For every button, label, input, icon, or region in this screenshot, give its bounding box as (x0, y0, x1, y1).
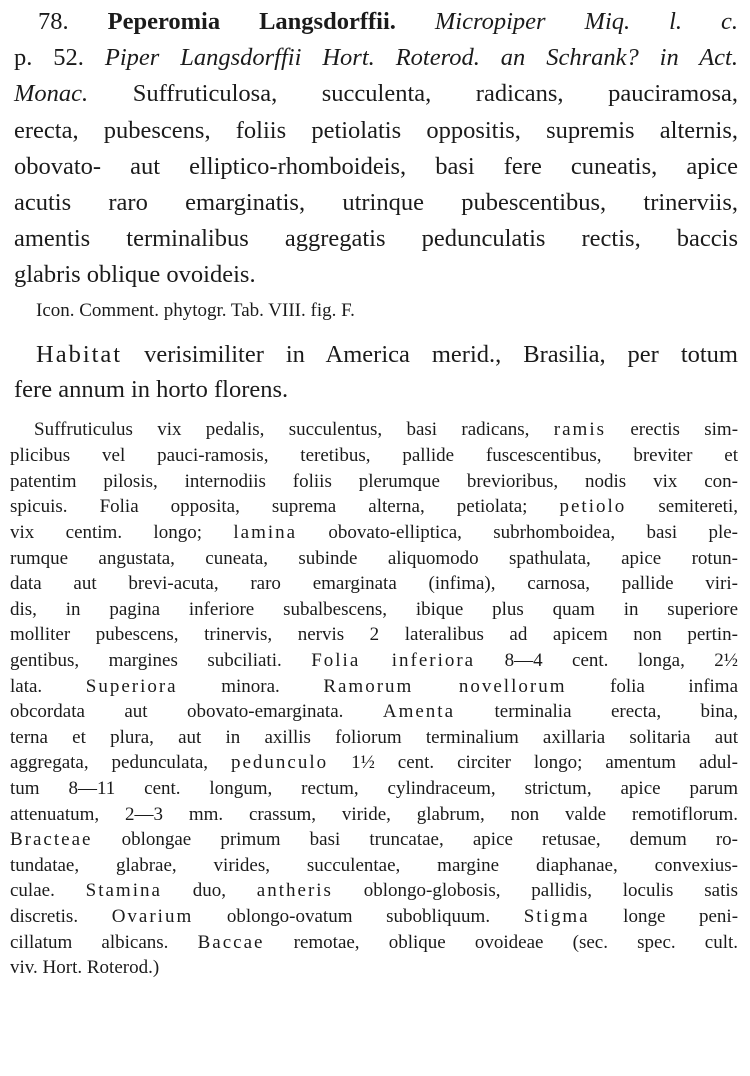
body-line (10, 494, 738, 520)
body-line: tundatae, glabrae, virides, succulentae, margine diaphanae, convexius- (10, 855, 738, 876)
body-term: petiolo (559, 496, 627, 517)
body-line: viv. Hort. Roterod.) (10, 957, 160, 978)
body-text: cillatum albicans. (10, 932, 169, 953)
body-text: Suffruticulus vix pedalis, succulentus, basi radicans, (34, 419, 530, 440)
body-text: obcordata aut obovato-emarginata. (10, 701, 344, 722)
entry-line-2 (14, 42, 738, 74)
body-text: gentibus, margines subciliati. (10, 650, 282, 671)
description-line: acutis raro emarginatis, utrinque pubescentibus, trinerviis, (14, 189, 738, 216)
body-line (10, 878, 738, 904)
body-text: semitereti, (658, 496, 738, 517)
body-text: obovato-elliptica, subrhomboidea, basi ple- (328, 522, 739, 543)
body-text: remotae, oblique ovoideae (sec. spec. cult. (293, 932, 739, 953)
body-term: Amenta (382, 701, 456, 722)
body-line: data aut brevi-acuta, raro emarginata (infima), carnosa, pallide viri- (10, 573, 738, 594)
body-text: 8—4 cent. longa, 2½ (504, 650, 739, 671)
habitat-text: verisimiliter in America merid., Brasilia, per totum (144, 341, 738, 368)
body-line: molliter pubescens, trinervis, nervis 2 lateralibus ad apicem non pertin- (10, 624, 738, 645)
description-line: erecta, pubescens, foliis petiolatis oppositis, supremis alternis, (14, 117, 738, 144)
species-number: 78. (38, 8, 69, 35)
habitat-line-2: fere annum in horto florens. (14, 376, 289, 403)
body-text: oblongo-ovatum subobliquum. (226, 906, 491, 927)
body-term: Superiora (85, 676, 178, 697)
body-line: terna et plura, aut in axillis foliorum terminalium axillaria solitaria aut (10, 727, 738, 748)
body-text: folia infima (610, 676, 739, 697)
body-line (10, 930, 738, 956)
description-line: obovato- aut elliptico-rhomboideis, basi fere cuneatis, apice (14, 153, 738, 180)
body-line: tum 8—11 cent. longum, rectum, cylindraceum, strictum, apice parum (10, 778, 738, 799)
species-name: Peperomia Langsdorffii. (107, 8, 396, 35)
body-text: oblongae primum basi truncatae, apice retusae, demum ro- (121, 829, 738, 850)
entry-line-3 (14, 78, 738, 110)
body-line (10, 904, 738, 930)
body-term: ramis (553, 419, 606, 440)
body-term: Ramorum novellorum (323, 676, 567, 697)
body-text: Folia opposita, suprema alterna, petiolata; (99, 496, 528, 517)
synonym-text: Micropiper Miq. l. c. (434, 8, 739, 35)
body-text: oblongo-globosis, pallidis, loculis satis (363, 880, 739, 901)
description-text: Suffruticulosa, succulenta, radicans, pauciramosa, (132, 80, 739, 107)
description-line: glabris oblique ovoideis. (14, 261, 256, 288)
description-line: amentis terminalibus aggregatis pedunculatis rectis, baccis (14, 225, 738, 252)
body-text: terminalia erecta, bina, (494, 701, 739, 722)
body-text: aggregata, pedunculata, (10, 752, 209, 773)
body-term: Stamina (85, 880, 162, 901)
body-text: spicuis. (10, 496, 68, 517)
body-term: Bracteae (10, 829, 93, 850)
entry-line-1 (38, 6, 738, 38)
body-line (10, 750, 738, 776)
body-line: dis, in pagina inferiore subalbescens, ibique plus quam in superiore (10, 599, 738, 620)
icon-reference: Icon. Comment. phytogr. Tab. VIII. fig. F. (36, 300, 355, 321)
body-line: attenuatum, 2—3 mm. crassum, viride, glabrum, non valde remotiflorum. (10, 804, 738, 825)
habitat-line-1 (36, 339, 738, 371)
body-term: Stigma (523, 906, 590, 927)
synonym-text-2: Piper Langsdorffii Hort. Roterod. an Schrank? in Act. (104, 44, 738, 71)
synonym-page: p. 52. (14, 44, 84, 71)
body-text: culae. (10, 880, 55, 901)
synonym-text-3: Monac. (14, 80, 89, 107)
body-text: duo, (192, 880, 226, 901)
body-line: rumque angustata, cuneata, subinde aliquomodo spathulata, apice rotun- (10, 548, 738, 569)
body-text: erectis sim- (630, 419, 739, 440)
body-term: pedunculo (231, 752, 329, 773)
body-text: vix centim. longo; (10, 522, 202, 543)
body-line (10, 699, 738, 725)
body-text: discretis. (10, 906, 79, 927)
body-line (10, 674, 738, 700)
body-term: antheris (256, 880, 333, 901)
body-term: lamina (233, 522, 298, 543)
body-line (10, 827, 738, 853)
body-line (10, 520, 738, 546)
body-line (34, 417, 738, 443)
body-line: plicibus vel pauci-ramosis, teretibus, pallide fuscescentibus, breviter et (10, 445, 738, 466)
body-line (10, 648, 738, 674)
habitat-label: Habitat (36, 341, 123, 368)
body-text: minora. (221, 676, 280, 697)
body-line: patentim pilosis, internodiis foliis plerumque brevioribus, nodis vix con- (10, 471, 738, 492)
body-term: Baccae (197, 932, 265, 953)
body-text: lata. (10, 676, 43, 697)
body-term: Folia inferiora (311, 650, 476, 671)
body-term: Ovarium (111, 906, 194, 927)
body-text: longe peni- (623, 906, 739, 927)
body-text: 1½ cent. circiter longo; amentum adul- (351, 752, 738, 773)
